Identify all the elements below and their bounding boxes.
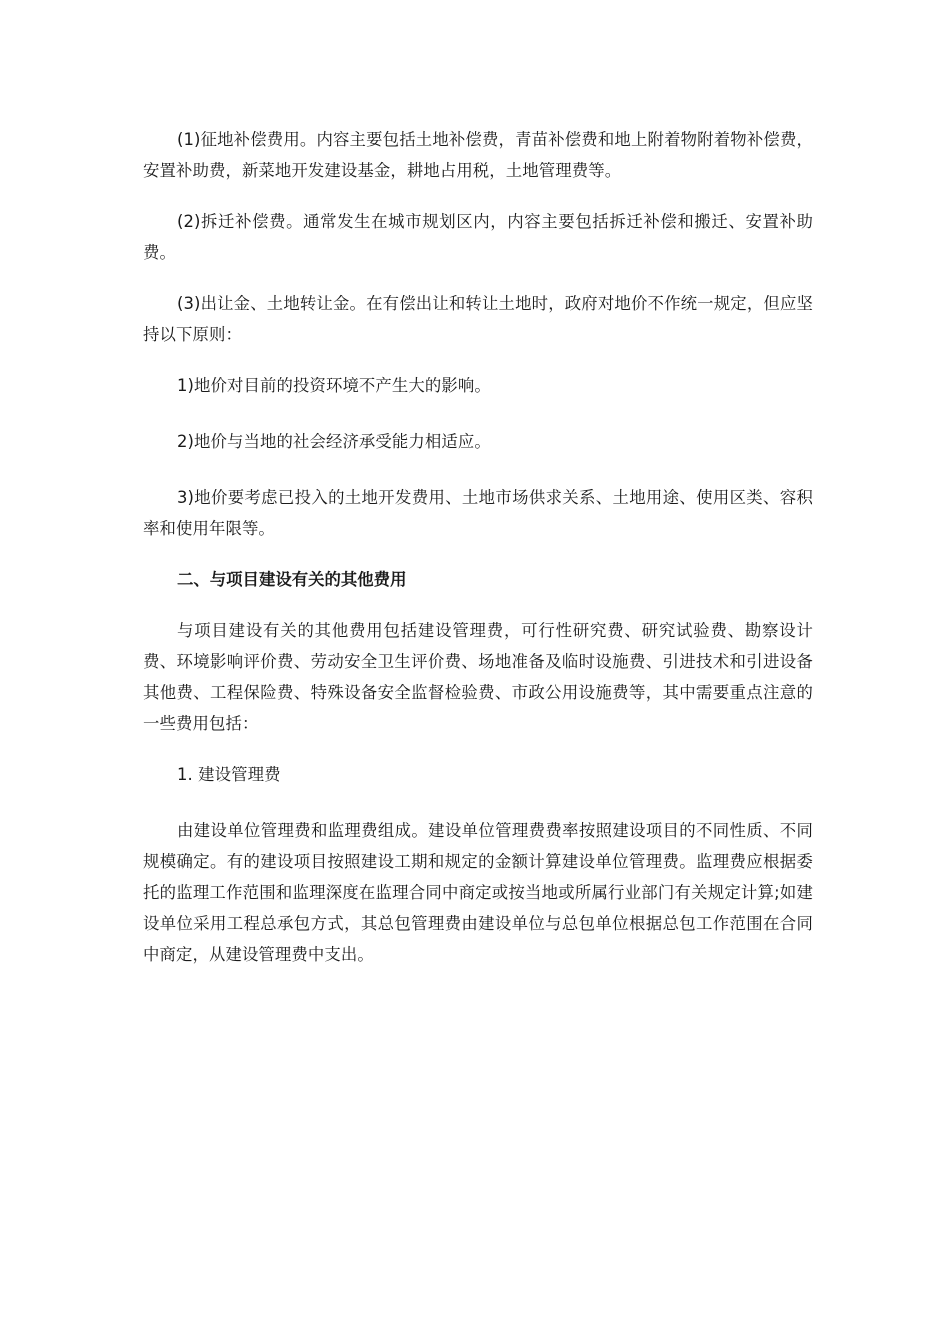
list-item-principle-2: 2)地价与当地的社会经济承受能力相适应。 — [177, 432, 491, 451]
paragraph-construction-management-fee: 由建设单位管理费和监理费组成。建设单位管理费费率按照建设项目的不同性质、不同规模确定。有的建设项目按照建设工期和规定的金额计算建设单位管理费。监理费应根据委托的监理工作范围和监理深度在监理合同中商定或按当地或所属行业部门有关规定计算;如建设单位采用工程总承包方式，其总包管理费由建设单位与总包单位根据总包工作范围在合同中商定，从建设管理费中支出。 — [143, 821, 813, 964]
paragraph-demolition-compensation: (2)拆迁补偿费。通常发生在城市规划区内，内容主要包括拆迁补偿和搬迁、安置补助费。 — [143, 212, 813, 262]
list-item-principle-3: 3)地价要考虑已投入的土地开发费用、土地市场供求关系、土地用途、使用区类、容积率和使用年限等。 — [143, 488, 813, 538]
list-item-principle-1: 1)地价对目前的投资环境不产生大的影响。 — [177, 376, 491, 395]
subheading-construction-management-fee: 1. 建设管理费 — [177, 765, 281, 784]
section-heading-other-costs: 二、与项目建设有关的其他费用 — [177, 570, 407, 589]
paragraph-land-compensation: (1)征地补偿费用。内容主要包括土地补偿费，青苗补偿费和地上附着物附着物补偿费，安置补助费，新菜地开发建设基金，耕地占用税，土地管理费等。 — [143, 130, 813, 180]
paragraph-transfer-fee: (3)出让金、土地转让金。在有偿出让和转让土地时，政府对地价不作统一规定，但应坚持以下原则： — [143, 294, 813, 344]
paragraph-other-costs-intro: 与项目建设有关的其他费用包括建设管理费，可行性研究费、研究试验费、勘察设计费、环境影响评价费、劳动安全卫生评价费、场地准备及临时设施费、引进技术和引进设备其他费、工程保险费、特殊设备安全监督检验费、市政公用设施费等，其中需要重点注意的一些费用包括： — [143, 621, 813, 733]
document-page — [143, 124, 813, 990]
